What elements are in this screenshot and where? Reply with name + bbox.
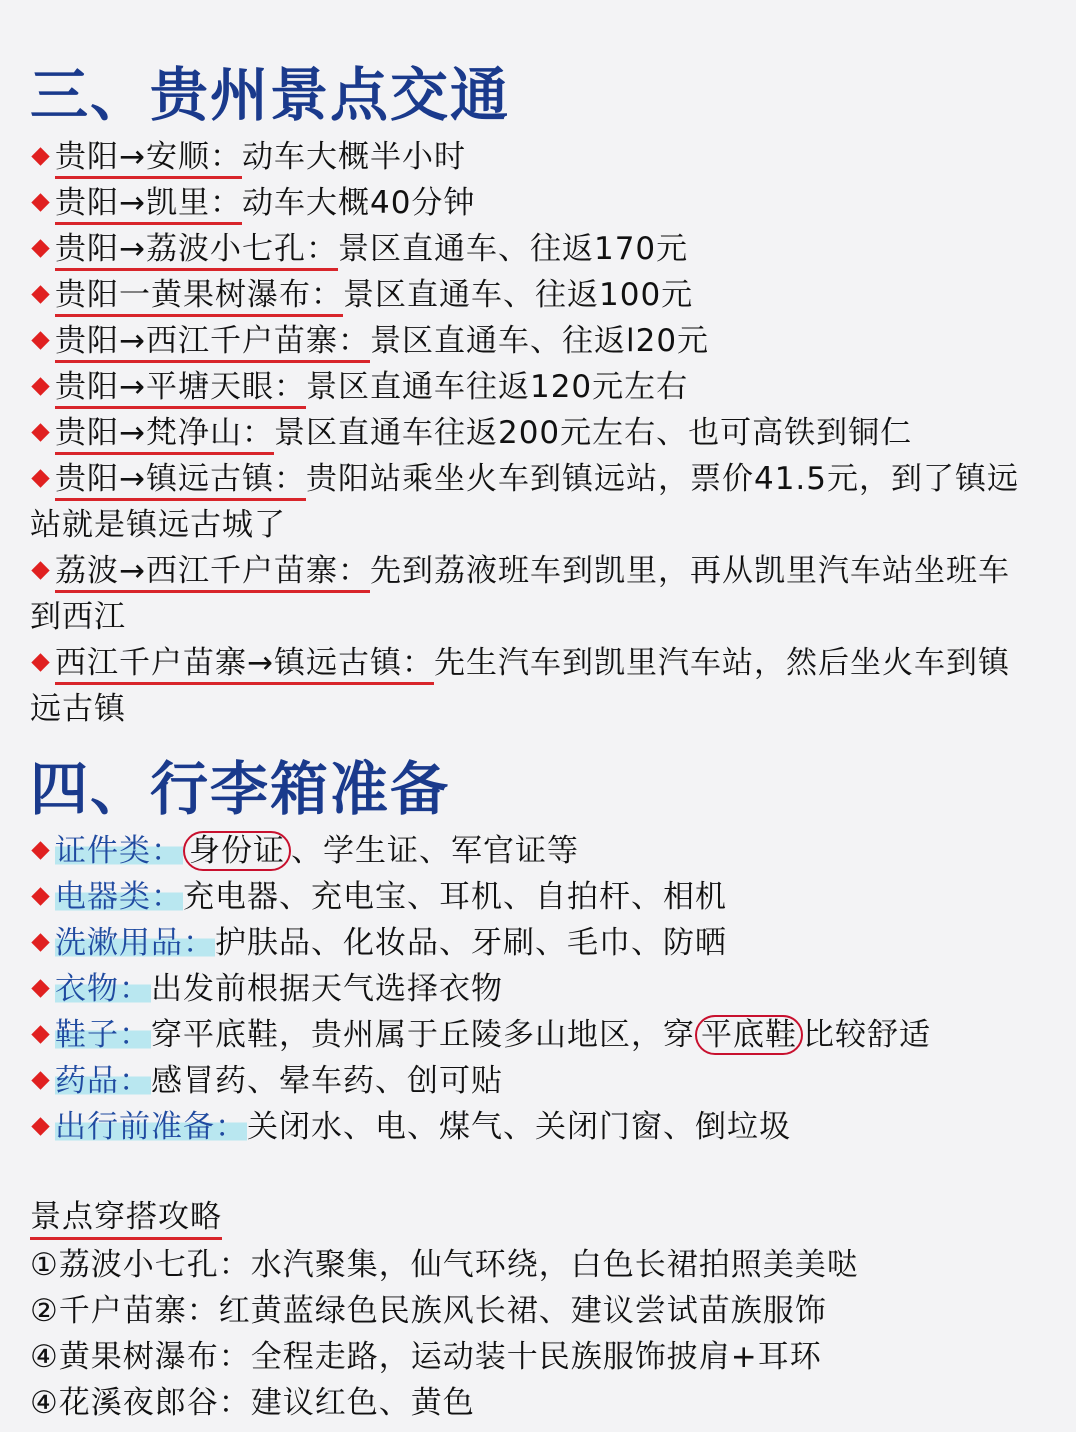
section-3-title: 三、贵州景点交通 (30, 61, 511, 129)
route-detail: 景区直通车往返120元左右 (305, 369, 689, 405)
route-detail: 景区直通车、往返l20元 (369, 323, 710, 359)
luggage-detail: 关闭水、电、煤气、关闭门窗、倒垃圾 (247, 1109, 791, 1145)
luggage-label: 药品： (55, 1063, 151, 1099)
route-label: 西江千户苗寨→镇远古镇： (55, 645, 434, 685)
route-label: 贵阳→凯里： (55, 185, 242, 225)
luggage-label: 出行前准备： (55, 1109, 247, 1145)
route-detail: 动车大概半小时 (241, 139, 466, 175)
luggage-detail: 感冒药、晕车药、创可贴 (151, 1063, 503, 1099)
luggage-label: 电器类： (55, 879, 183, 915)
route-label: 贵阳→荔波小七孔： (55, 231, 338, 271)
route-label: 贵阳→平塘天眼： (55, 369, 306, 409)
transport-item (30, 364, 1036, 410)
route-detail: 动车大概40分钟 (241, 185, 476, 221)
diamond-bullet-icon (31, 423, 49, 441)
luggage-label: 洗漱用品： (55, 925, 215, 961)
diamond-bullet-icon (31, 377, 49, 395)
circled-text: 身份证 (183, 831, 291, 871)
luggage-item (30, 828, 1036, 874)
luggage-detail: 充电器、充电宝、耳机、自拍杆、相机 (183, 879, 727, 915)
transport-item (30, 640, 1036, 732)
diamond-bullet-icon (31, 561, 49, 579)
outfit-item: ④黄果树瀑布：全程走路，运动装十民族服饰披肩+耳环 (30, 1339, 822, 1375)
diamond-bullet-icon (31, 933, 49, 951)
luggage-detail: 护肤品、化妆品、牙刷、毛巾、防晒 (215, 925, 727, 961)
diamond-bullet-icon (31, 331, 49, 349)
transport-item (30, 456, 1036, 548)
section-4-title: 四、行李箱准备 (30, 755, 451, 823)
luggage-item (30, 874, 1036, 920)
transport-item (30, 226, 1036, 272)
diamond-bullet-icon (31, 1071, 49, 1089)
luggage-item (30, 920, 1036, 966)
diamond-bullet-icon (31, 469, 49, 487)
route-detail: 贵阳站乘坐火车到镇远站，票价41.5元，到了镇远站就是镇远古城了 (30, 461, 1020, 543)
luggage-label: 鞋子： (55, 1017, 151, 1053)
transport-item (30, 180, 1036, 226)
route-label: 荔波→西江千户苗寨： (55, 553, 370, 593)
luggage-item (30, 1104, 1036, 1150)
luggage-detail: 出发前根据天气选择衣物 (151, 971, 503, 1007)
luggage-detail: 穿平底鞋，贵州属于丘陵多山地区，穿 (151, 1017, 695, 1053)
route-detail: 景区直通车、往返100元 (343, 277, 694, 313)
transport-item (30, 134, 1036, 180)
route-detail: 先到荔液班车到凯里，再从凯里汽车站坐班车到西江 (30, 553, 1010, 635)
diamond-bullet-icon (31, 841, 49, 859)
diamond-bullet-icon (31, 1025, 49, 1043)
diamond-bullet-icon (31, 193, 49, 211)
luggage-item (30, 966, 1036, 1012)
diamond-bullet-icon (31, 1117, 49, 1135)
luggage-detail: 比较舒适 (803, 1017, 931, 1053)
circled-text: 平底鞋 (695, 1015, 803, 1055)
transport-item (30, 318, 1036, 364)
diamond-bullet-icon (31, 285, 49, 303)
route-label: 贵阳→梵净山： (55, 415, 274, 455)
transport-item (30, 410, 1036, 456)
route-detail: 景区直通车、往返170元 (337, 231, 689, 267)
transport-item (30, 272, 1036, 318)
diamond-bullet-icon (31, 887, 49, 905)
outfit-item: ①荔波小七孔：水汽聚集，仙气环绕，白色长裙拍照美美哒 (30, 1247, 859, 1283)
outfit-item: ④花溪夜郎谷：建议红色、黄色 (30, 1385, 475, 1421)
luggage-label: 证件类： (55, 833, 183, 869)
diamond-bullet-icon (31, 239, 49, 257)
route-label: 贵阳→西江千户苗寨： (55, 323, 370, 363)
luggage-item (30, 1012, 1036, 1058)
outfit-section-title: 景点穿搭攻略 (30, 1199, 222, 1240)
transport-item (30, 548, 1036, 640)
diamond-bullet-icon (31, 147, 49, 165)
outfit-item: ②千户苗寨：红黄蓝绿色民族风长裙、建议尝试苗族服饰 (30, 1293, 827, 1329)
outfit-section-title-row (30, 1194, 1036, 1240)
luggage-label: 衣物： (55, 971, 151, 1007)
route-detail: 景区直通车往返200元左右、也可高铁到铜仁 (273, 415, 913, 451)
route-detail: 先生汽车到凯里汽车站，然后坐火车到镇远古镇 (30, 645, 1010, 727)
route-label: 贵阳→镇远古镇： (55, 461, 306, 501)
diamond-bullet-icon (31, 653, 49, 671)
diamond-bullet-icon (31, 979, 49, 997)
route-label: 贵阳→安顺： (55, 139, 242, 179)
route-label: 贵阳一黄果树瀑布： (55, 277, 343, 317)
luggage-detail: 、学生证、军官证等 (291, 833, 579, 869)
luggage-item (30, 1058, 1036, 1104)
